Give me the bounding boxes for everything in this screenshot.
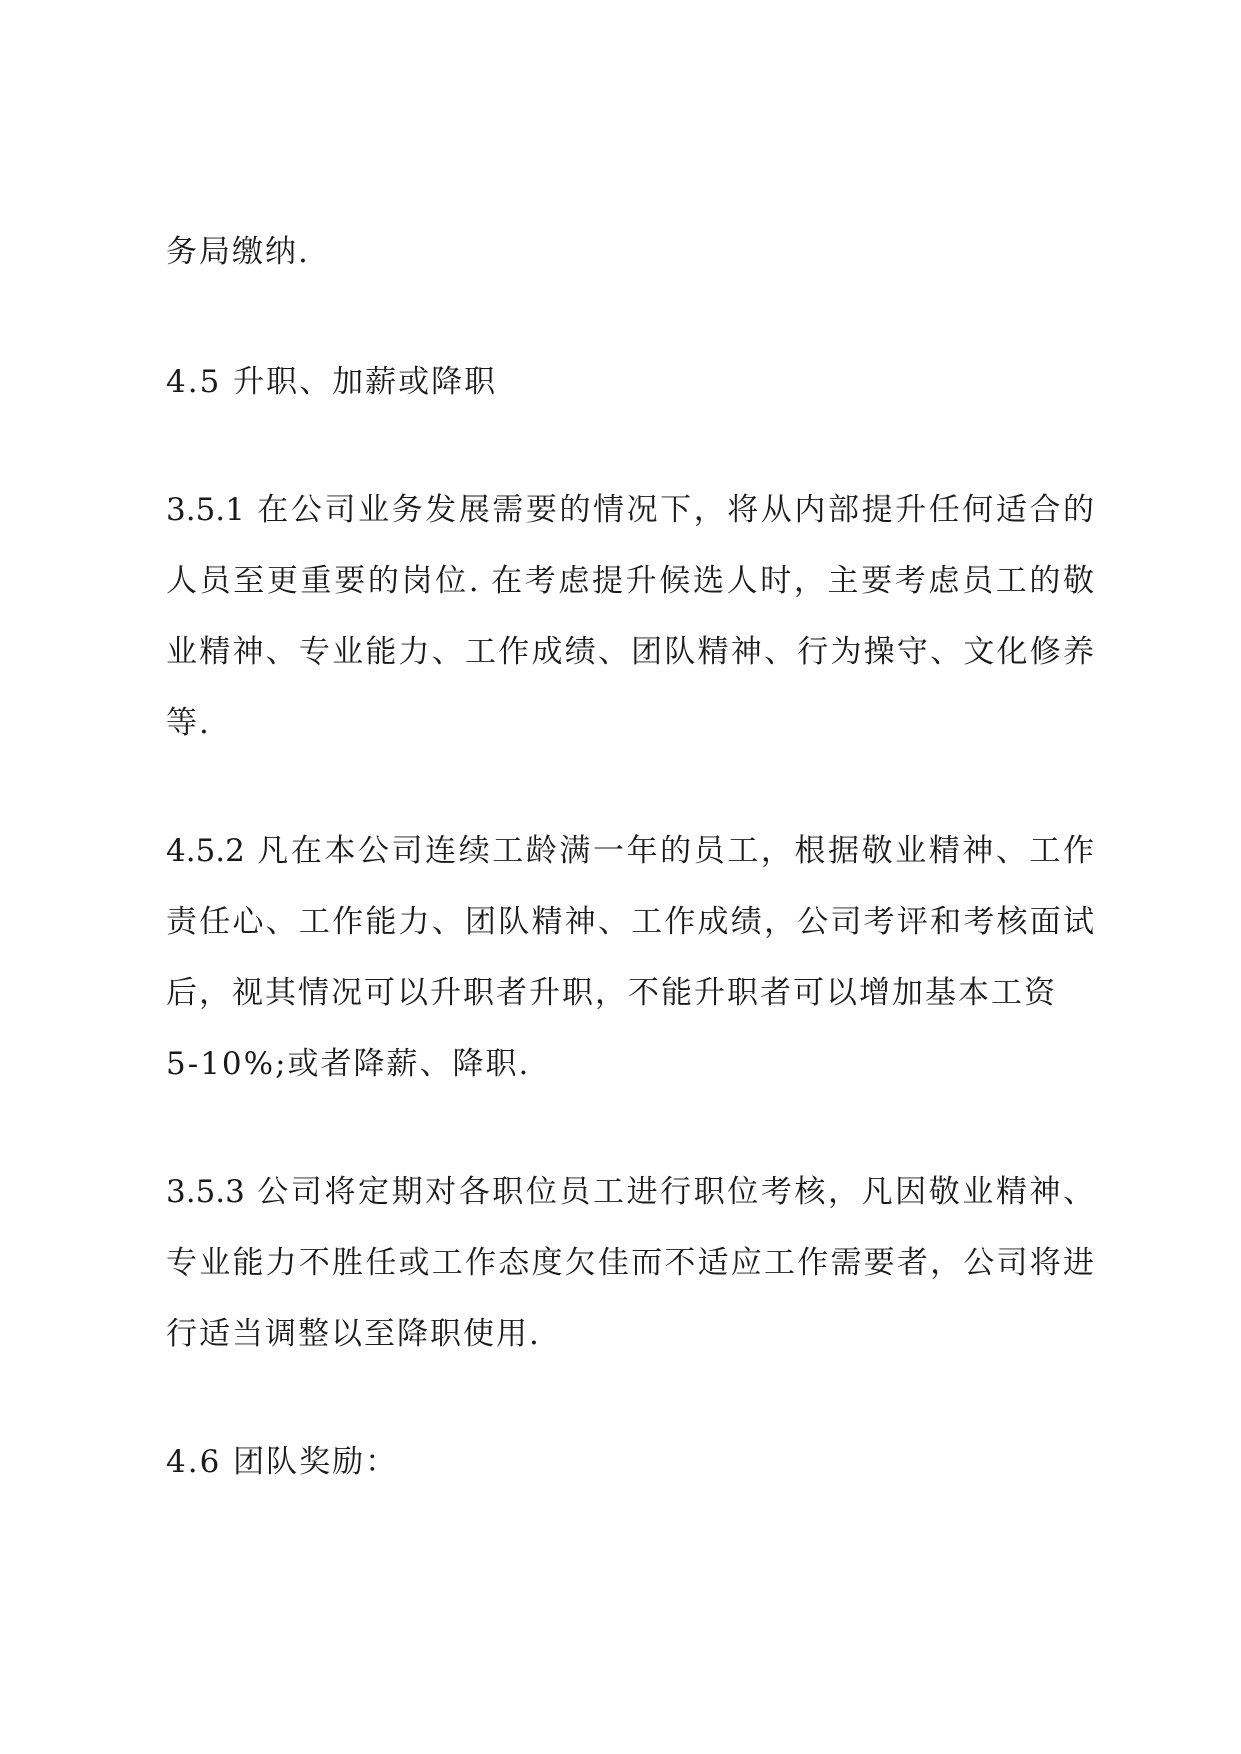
text-line: 业精神、专业能力、工作成绩、团队精神、行为操守、文化修养: [166, 634, 1094, 670]
text-line: 务局缴纳.: [166, 234, 310, 270]
text-line: 4.5.2 凡在本公司连续工龄满一年的员工，根据敬业精神、工作: [166, 833, 1094, 869]
text-line: 后，视其情况可以升职者升职，不能升职者可以增加基本工资: [166, 975, 1057, 1011]
section-heading: 4.6 团队奖励：: [166, 1444, 399, 1480]
text-line: 3.5.3 公司将定期对各职位员工进行职位考核，凡因敬业精神、: [166, 1174, 1094, 1210]
text-line: 责任心、工作能力、团队精神、工作成绩，公司考评和考核面试: [166, 904, 1094, 940]
section-heading: 4.5 升职、加薪或降职: [166, 364, 498, 400]
text-line: 等.: [166, 705, 211, 741]
text-line: 人员至更重要的岗位. 在考虑提升候选人时，主要考虑员工的敬: [166, 563, 1094, 599]
text-line: 专业能力不胜任或工作态度欠佳而不适应工作需要者，公司将进: [166, 1245, 1094, 1281]
text-line: 3.5.1 在公司业务发展需要的情况下，将从内部提升任何适合的: [166, 492, 1094, 528]
text-line: 行适当调整以至降职使用.: [166, 1316, 541, 1352]
text-line: 5-10%;或者降薪、降职.: [166, 1046, 531, 1082]
